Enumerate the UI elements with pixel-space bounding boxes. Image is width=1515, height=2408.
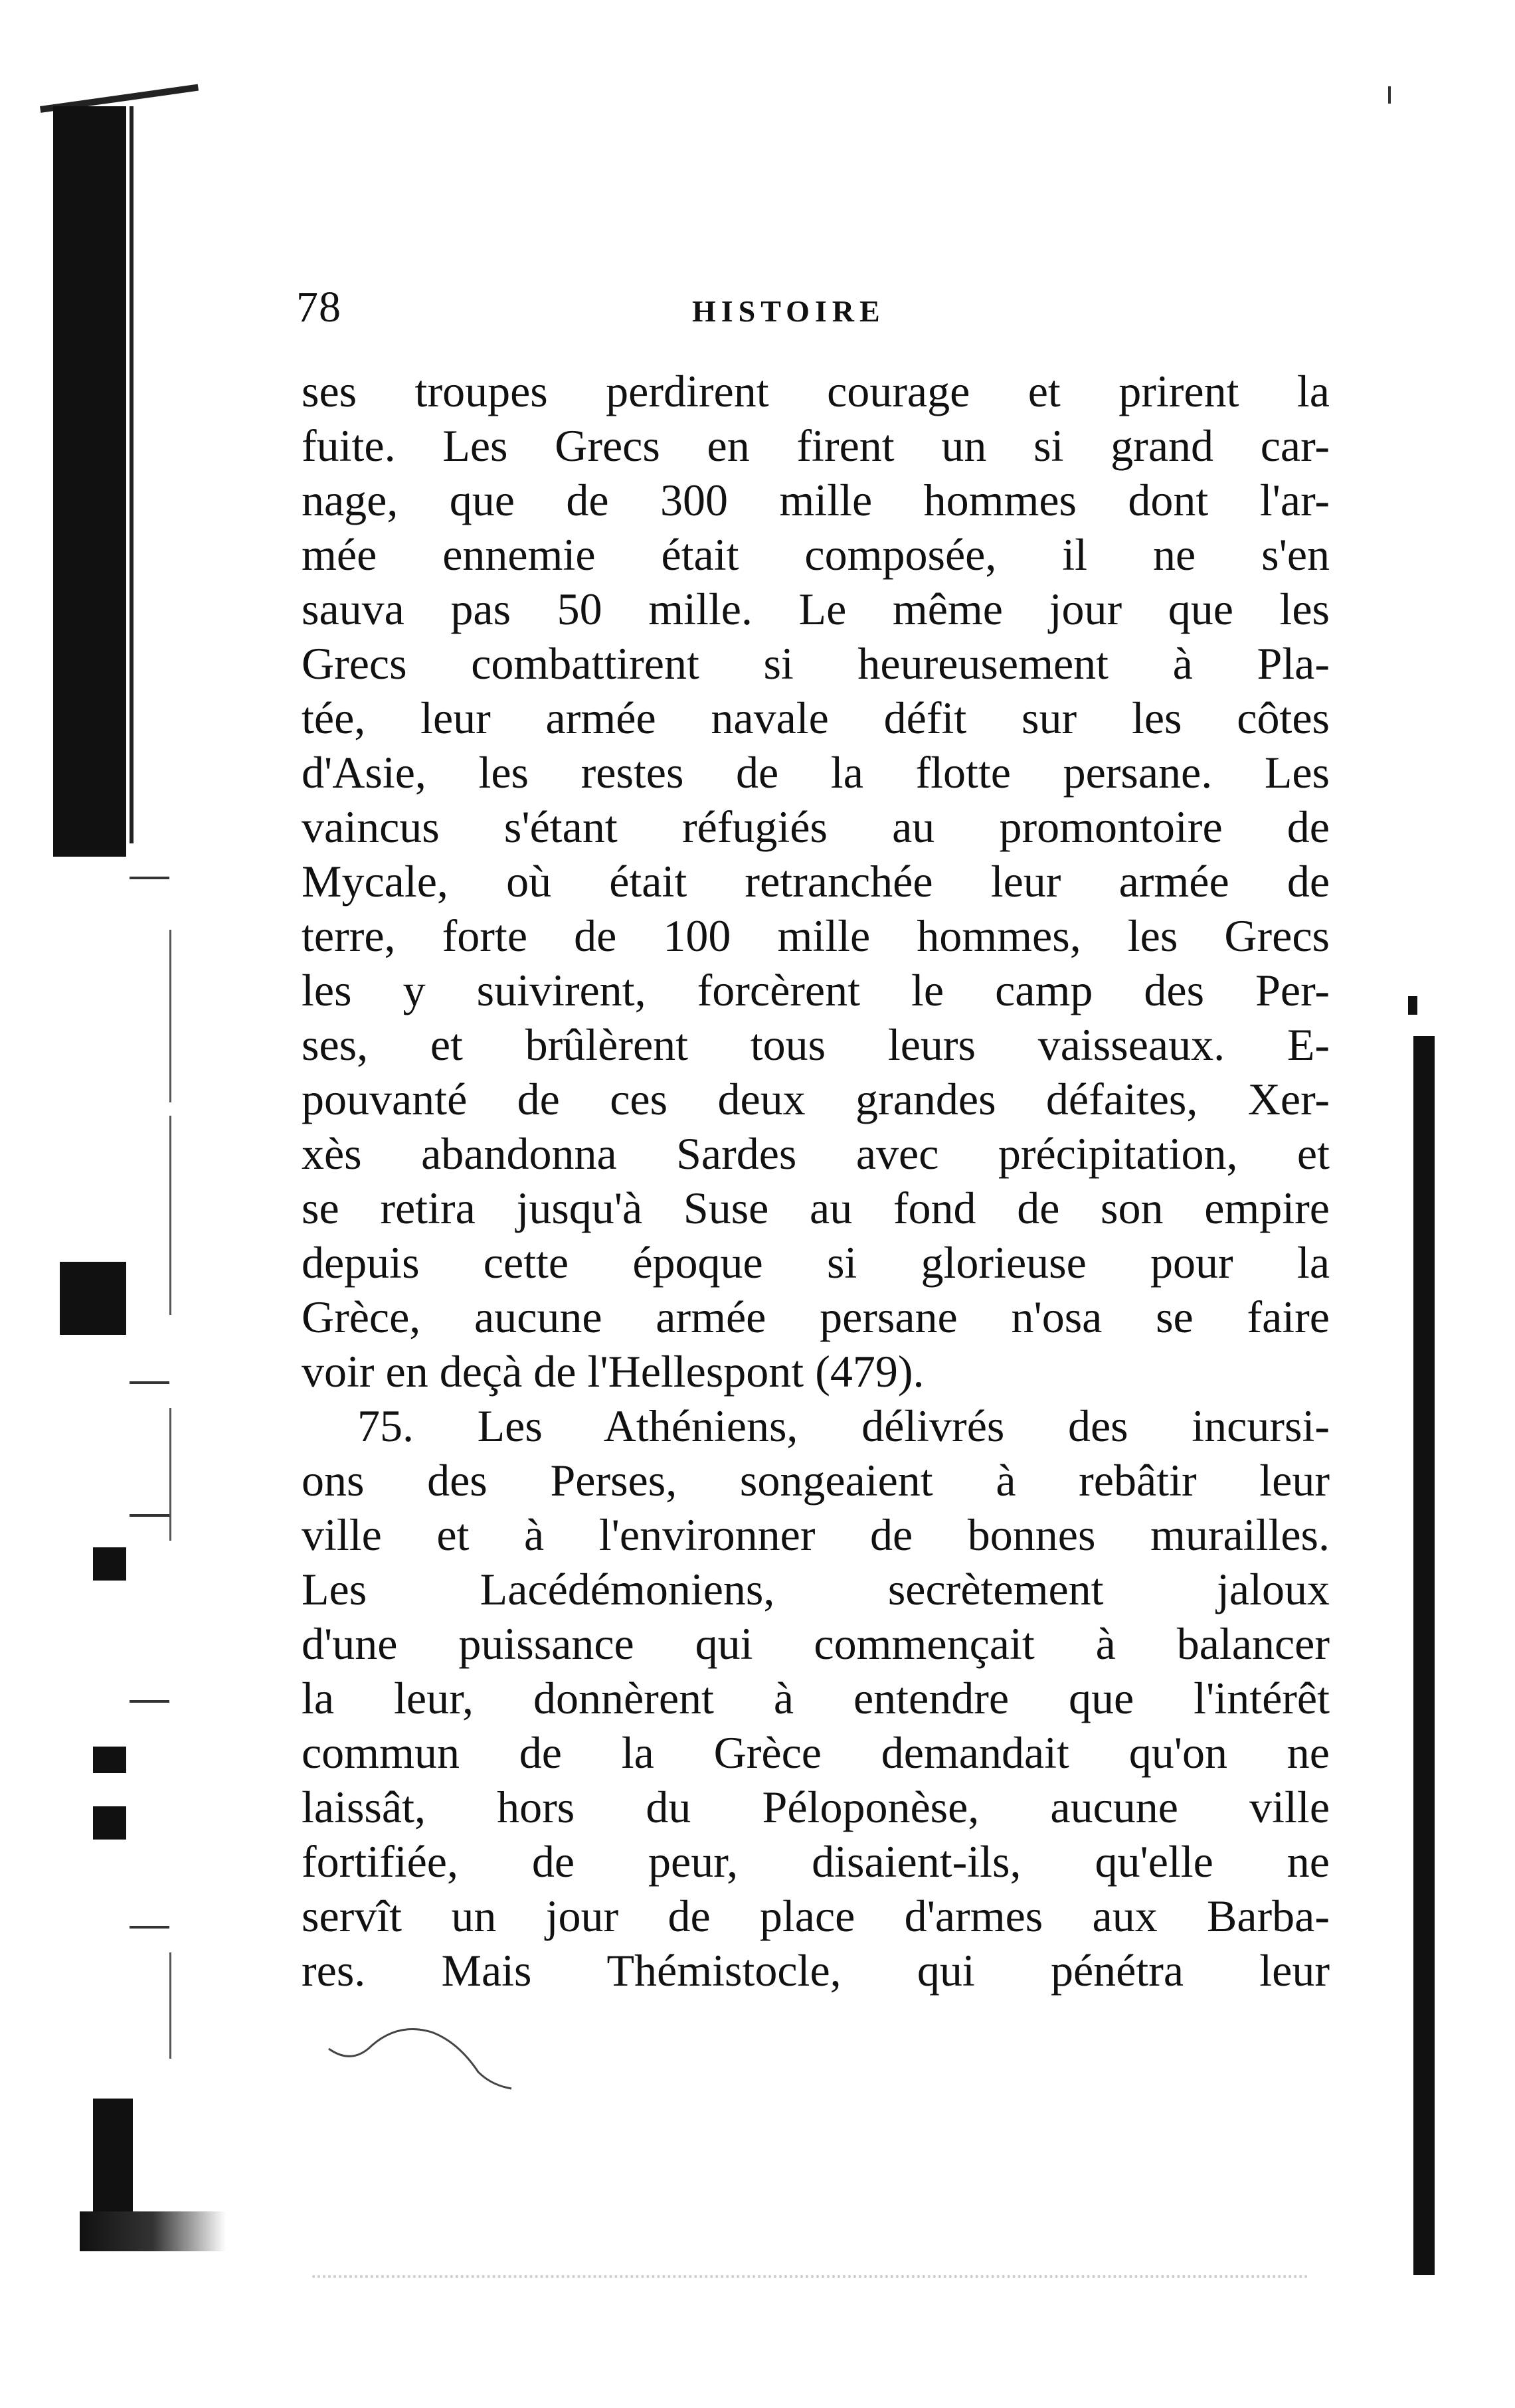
ink-scratch-mark: [325, 2019, 525, 2092]
binding-fragment: [93, 1547, 126, 1581]
text-line: se retira jusqu'à Suse au fond de son empire: [302, 1183, 1330, 1233]
text-line: Mycale, où était retranchée leur armée de: [302, 856, 1330, 906]
edge-tick-right: [1388, 86, 1391, 104]
text-line: tée, leur armée navale défit sur les côtes: [302, 693, 1330, 743]
running-head-title: HISTOIRE: [692, 294, 885, 328]
binding-fragment: [60, 1262, 126, 1335]
text-line: depuis cette époque si glorieuse pour la: [302, 1237, 1330, 1288]
text-line: ons des Perses, songeaient à rebâtir leur: [302, 1455, 1330, 1505]
binding-tick: [130, 1700, 169, 1703]
body-text: [302, 364, 1330, 1998]
text-line: Grèce, aucune armée persane n'osa se faire: [302, 1292, 1330, 1342]
text-line: sauva pas 50 mille. Le même jour que les: [302, 584, 1330, 634]
text-line: Grecs combattirent si heureusement à Pla-: [302, 638, 1330, 689]
binding-tick: [130, 877, 169, 879]
text-line: servît un jour de place d'armes aux Barba-: [302, 1891, 1330, 1941]
text-line: vaincus s'étant réfugiés au promontoire de: [302, 802, 1330, 852]
text-line: commun de la Grèce demandait qu'on ne: [302, 1727, 1330, 1778]
text-line: pouvanté de ces deux grandes défaites, Xer-: [302, 1074, 1330, 1124]
binding-vline: [169, 1116, 171, 1315]
binding-vline: [169, 930, 171, 1102]
text-line: mée ennemie était composée, il ne s'en: [302, 529, 1330, 580]
text-line: d'une puissance qui commençait à balancer: [302, 1618, 1330, 1669]
text-line: ville et à l'environner de bonnes murailles.: [302, 1509, 1330, 1560]
text-line: fuite. Les Grecs en firent un si grand car-: [302, 420, 1330, 471]
bottom-dotted-artifact: [312, 2275, 1308, 2280]
text-line: ses, et brûlèrent tous leurs vaisseaux. E-: [302, 1019, 1330, 1070]
page-number: 78: [296, 283, 341, 331]
text-line: Les Lacédémoniens, secrètement jaloux: [302, 1564, 1330, 1614]
text-line-paragraph-start: 75. Les Athéniens, délivrés des incursi-: [357, 1401, 1330, 1451]
text-line: ses troupes perdirent courage et prirent la: [302, 366, 1330, 416]
text-line: d'Asie, les restes de la flotte persane. Les: [302, 747, 1330, 798]
binding-tick: [130, 1381, 169, 1384]
text-line: res. Mais Thémistocle, qui pénétra leur: [302, 1945, 1330, 1996]
running-header: [296, 278, 1332, 337]
binding-tick: [130, 1926, 169, 1929]
edge-fragment-right: [1408, 996, 1417, 1015]
text-line: les y suivirent, forcèrent le camp des Per-: [302, 965, 1330, 1015]
text-line: la leur, donnèrent à entendre que l'intérêt: [302, 1673, 1330, 1723]
text-line: terre, forte de 100 mille hommes, les Grecs: [302, 910, 1330, 961]
binding-vline: [169, 1952, 171, 2059]
binding-foot: [80, 2211, 226, 2251]
binding-tick: [130, 1514, 169, 1517]
binding-edge-left: [40, 106, 126, 2258]
text-line: laissât, hors du Péloponèse, aucune ville: [302, 1782, 1330, 1832]
text-line: nage, que de 300 mille hommes dont l'ar-: [302, 475, 1330, 525]
binding-dark-band: [53, 106, 126, 857]
edge-dark-band-right: [1413, 1036, 1435, 2275]
binding-fragment: [93, 1806, 126, 1840]
binding-thin-line: [130, 106, 134, 843]
text-line-paragraph-end: voir en deçà de l'Hellespont (479).: [302, 1346, 925, 1397]
text-line: fortifiée, de peur, disaient-ils, qu'elle ne: [302, 1836, 1330, 1887]
text-line: xès abandonna Sardes avec précipitation, et: [302, 1128, 1330, 1179]
binding-vline: [169, 1408, 171, 1541]
binding-fragment: [93, 1747, 126, 1773]
